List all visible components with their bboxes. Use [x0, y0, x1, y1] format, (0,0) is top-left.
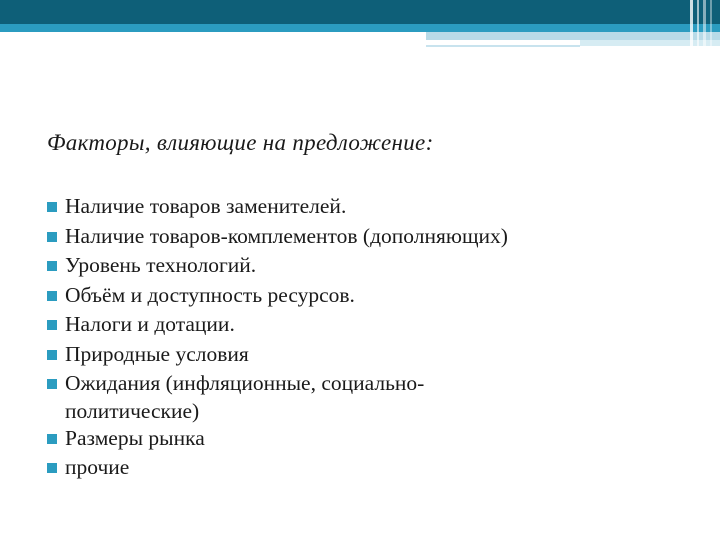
list-item — [47, 453, 687, 483]
header-band-line — [426, 45, 580, 47]
list-item — [47, 424, 687, 454]
list-item-text: прочие — [65, 455, 130, 479]
square-bullet-icon — [47, 379, 57, 389]
header-stripe — [697, 0, 699, 48]
list-item-text: Уровень технологий. — [65, 253, 257, 277]
list-item-text: Наличие товаров заменителей. — [65, 194, 347, 218]
header-band-teal — [0, 24, 720, 32]
bullet-list — [47, 192, 687, 483]
square-bullet-icon — [47, 202, 57, 212]
list-item-text: Налоги и дотации. — [65, 312, 235, 336]
list-item-text: Размеры рынка — [65, 425, 205, 450]
list-item — [47, 192, 687, 222]
list-item — [47, 251, 687, 281]
list-item-text: Объём и доступность ресурсов. — [65, 282, 355, 307]
list-item-text-continuation: политические) — [65, 398, 200, 423]
header-stripe — [710, 0, 712, 48]
square-bullet-icon — [47, 232, 57, 242]
list-item — [47, 310, 687, 340]
list-item-text: Ожидания (инфляционные, социально- — [65, 371, 425, 395]
list-item — [47, 222, 687, 252]
slide-title: Факторы, влияющие на предложение: — [47, 130, 434, 155]
list-item — [47, 340, 687, 370]
square-bullet-icon — [47, 463, 57, 473]
list-item — [47, 281, 687, 311]
list-item-text: Наличие товаров-комплементов (дополняющих) — [65, 223, 508, 248]
header-stripe — [690, 0, 693, 48]
square-bullet-icon — [47, 434, 57, 444]
square-bullet-icon — [47, 261, 57, 271]
header-band-light — [426, 32, 720, 40]
header-band-lighter — [580, 40, 720, 46]
square-bullet-icon — [47, 350, 57, 360]
header-stripe — [703, 0, 706, 48]
list-item-text: Природные условия — [65, 341, 249, 366]
list-item — [47, 369, 687, 424]
square-bullet-icon — [47, 320, 57, 330]
header-band-dark — [0, 0, 720, 24]
square-bullet-icon — [47, 291, 57, 301]
